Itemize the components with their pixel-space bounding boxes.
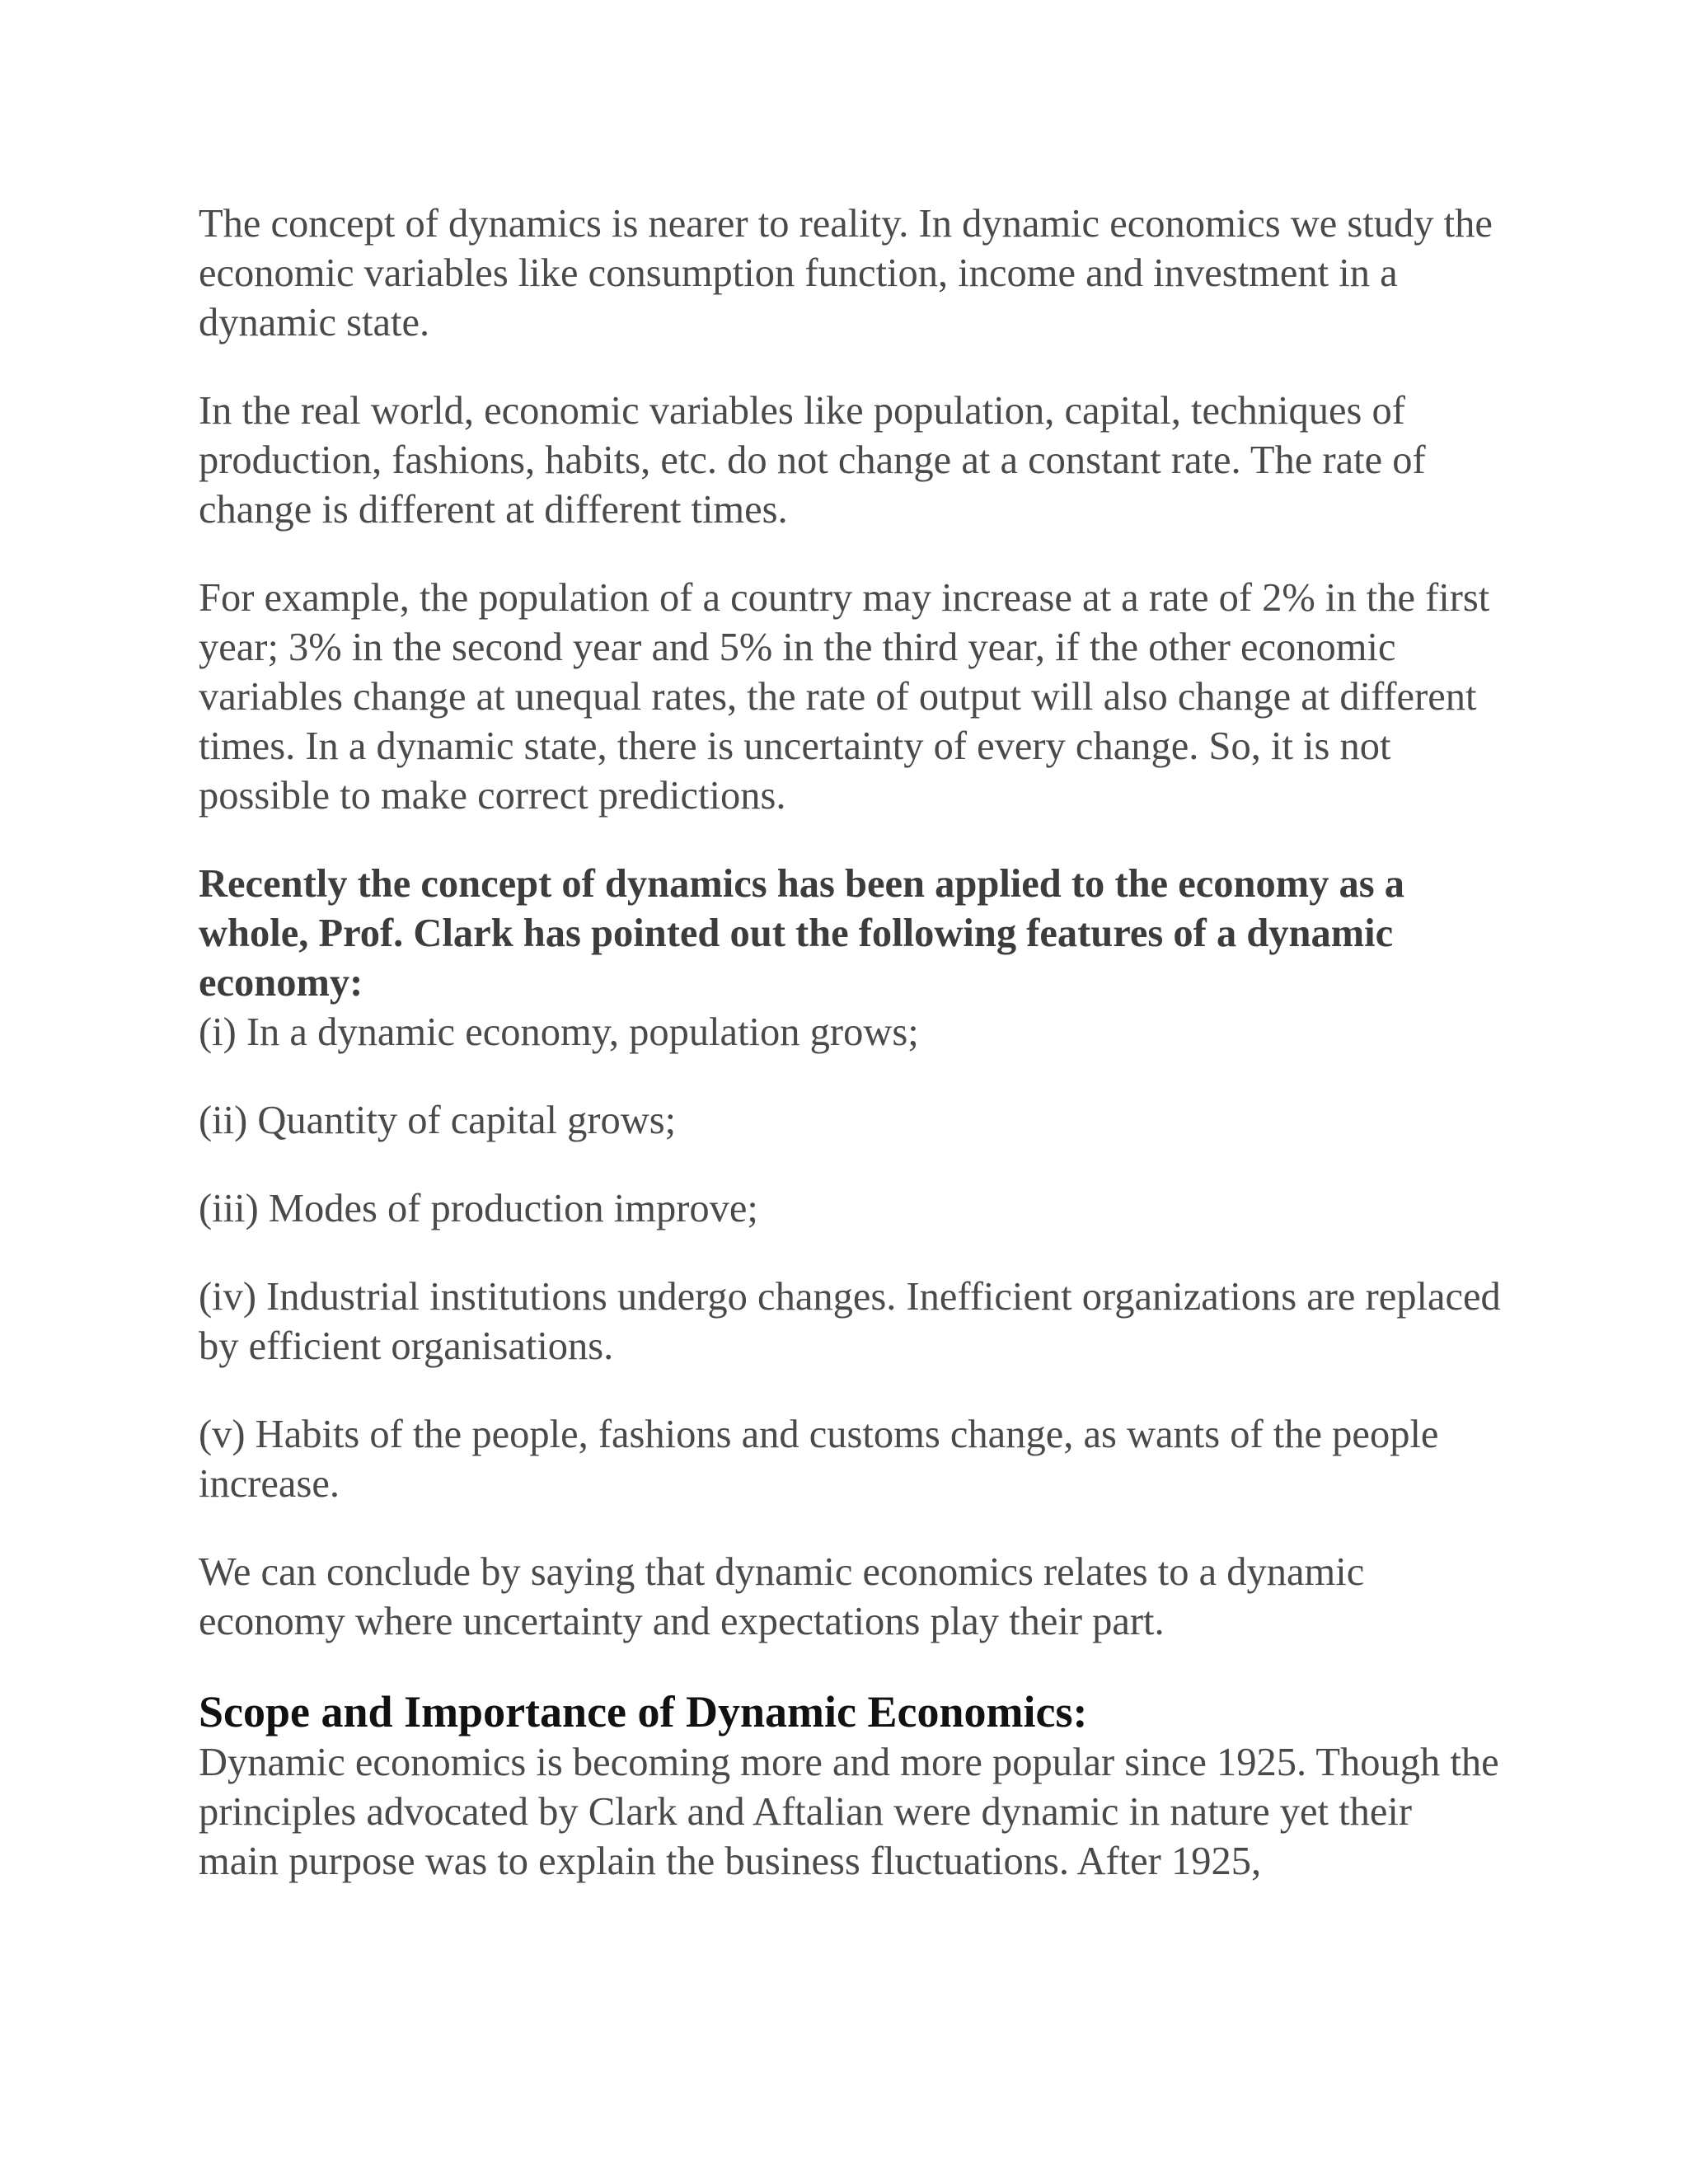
document-body bbox=[199, 199, 1501, 1886]
paragraph-conclusion: We can conclude by saying that dynamic economics relates to a dynamic economy where uncertainty and expectations play their part. bbox=[199, 1550, 1365, 1643]
paragraph-example: For example, the population of a country may increase at a rate of 2% in the first year; 3% in the second year and 5% in the third year, if the other economic variables change at unequal rates, the rate of output will also change at different times. In a dynamic state, there is uncertainty of every change. So, it is not possible to make correct predictions. bbox=[199, 576, 1490, 818]
features-list bbox=[199, 1008, 1501, 1509]
feature-item: (ii) Quantity of capital grows; bbox=[199, 1099, 677, 1142]
feature-item: (v) Habits of the people, fashions and customs change, as wants of the people increase. bbox=[199, 1413, 1439, 1506]
feature-item: (iii) Modes of production improve; bbox=[199, 1187, 758, 1230]
paragraph-scope: Dynamic economics is becoming more and more popular since 1925. Though the principles advocated by Clark and Aftalian were dynamic in nature yet their main purpose was to explain the business fluctuations. After 1925, bbox=[199, 1741, 1499, 1883]
section-heading: Scope and Importance of Dynamic Economics: bbox=[199, 1687, 1088, 1736]
paragraph-dynamics-concept: The concept of dynamics is nearer to reality. In dynamic economics we study the economic variables like consumption function, income and investment in a dynamic state. bbox=[199, 202, 1493, 344]
feature-item: (iv) Industrial institutions undergo changes. Inefficient organizations are replaced by efficient organisations. bbox=[199, 1275, 1501, 1368]
clark-features-intro: Recently the concept of dynamics has been applied to the economy as a whole, Prof. Clark has pointed out the following features of a dynamic economy: bbox=[199, 862, 1405, 1005]
feature-item: (i) In a dynamic economy, population grows; bbox=[199, 1010, 919, 1054]
paragraph-real-world: In the real world, economic variables like population, capital, techniques of production, fashions, habits, etc. do not change at a constant rate. The rate of change is different at different times. bbox=[199, 389, 1426, 532]
